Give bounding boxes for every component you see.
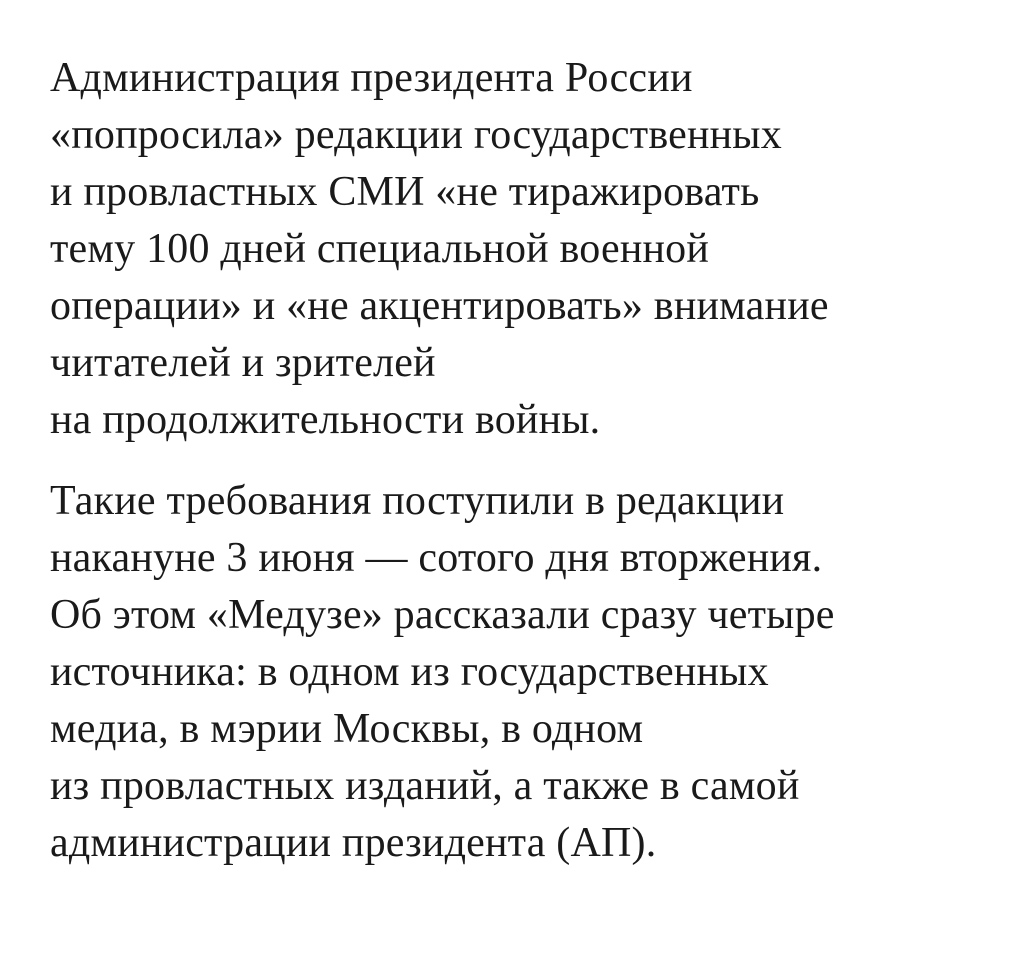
- text-line: источника: в одном из государственных: [50, 649, 769, 695]
- text-line: Об этом «Медузе» рассказали сразу четыре: [50, 592, 835, 638]
- article-text: [50, 50, 990, 872]
- text-line: накануне 3 июня — сотого дня вторжения.: [50, 535, 823, 581]
- paragraph-2: [50, 473, 990, 872]
- text-line: и провластных СМИ «не тиражировать: [50, 169, 760, 215]
- paragraph-1: [50, 50, 990, 449]
- text-line: на продолжительности войны.: [50, 397, 601, 443]
- text-line: тему 100 дней специальной военной: [50, 226, 710, 272]
- text-line: читателей и зрителей: [50, 340, 436, 386]
- text-line: операции» и «не акцентировать» внимание: [50, 283, 829, 329]
- text-line: «попросила» редакции государственных: [50, 112, 782, 158]
- text-line: администрации президента (АП).: [50, 820, 657, 866]
- text-line: медиа, в мэрии Москвы, в одном: [50, 706, 644, 752]
- text-line: Администрация президента России: [50, 55, 693, 101]
- text-line: из провластных изданий, а также в самой: [50, 763, 800, 809]
- text-line: Такие требования поступили в редакции: [50, 478, 785, 524]
